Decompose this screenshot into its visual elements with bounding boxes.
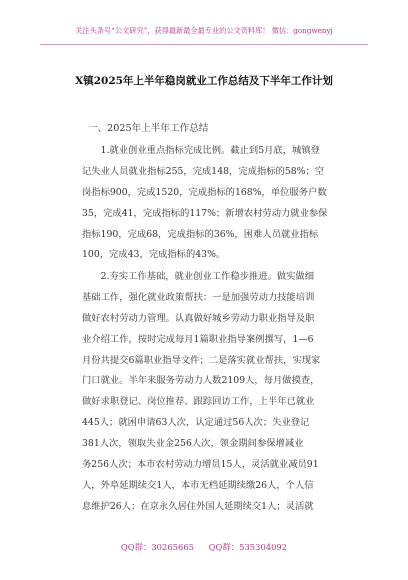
header-divider [40,44,368,45]
text-line: 2.夯实工作基础，就业创业工作稳步推进。做实做细 [82,271,314,282]
document-title: X镇2025年上半年稳岗就业工作总结及下半年工作计划 [75,75,333,87]
text-line: 人，外阜延期续交1人，本市无档延期续缴26人，个人信 [82,479,314,491]
text-line: 100，完成43，完成指标的43%。 [82,249,226,261]
header-banner: 关注头条号“公文研究”，获得最新最全最专业的公文资料库！ 微信：gongwenyj [75,26,333,35]
text-line: 记失业人员就业指标255，完成148，完成指标的58%；空 [82,165,325,177]
footer-qq-group-1: QQ群：30265665 [120,542,194,552]
text-line: 务256人次；本市农村劳动力增员15人，灵活就业减员91 [82,459,319,471]
paragraph-1 [82,141,354,266]
text-line: 基础工作，强化就业政策帮扶：一是加强劳动力技能培训 [82,291,315,303]
footer-qq-groups [0,541,408,553]
text-line: 做好求职登记、岗位推荐、跟踪回访工作，上半年已就业 [82,396,315,408]
text-line: 做好农村劳动力管理。认真做好城乡劳动力职业指导及职 [82,312,315,324]
section-heading: 一、2025年上半年工作总结 [88,123,209,134]
text-line: 35，完成41，完成指标的117%；新增农村劳动力就业参保 [82,207,328,219]
text-line: 1.就业创业重点指标完成比例。截止到5月底，城镇登 [82,145,320,156]
paragraph-2 [82,267,354,518]
footer-qq-group-2: QQ群：535304092 [208,542,288,552]
text-line: 门口就业。半年来服务劳动力人数2109人，每月做摸查， [82,375,320,387]
text-line: 月份共提交6篇职业指导文件；二是落实就业帮扶，实现家 [82,354,321,366]
text-line: 业介绍工作，按时完成每月1篇职业指导案例撰写，1—6 [82,333,314,345]
text-line: 岗指标900，完成1520，完成指标的168%，单位服务户数 [82,186,327,198]
text-line: 息维护26人；在京永久居住外国人延期续交1人；灵活就 [82,500,314,512]
text-line: 指标190，完成68，完成指标的36%，困难人员就业指标 [82,228,319,240]
text-line: 445人；就困申请63人次，认定通过56人次；失业登记 [82,417,310,429]
text-line: 381人次，领取失业金256人次，领金期间参保增减业 [82,438,304,450]
